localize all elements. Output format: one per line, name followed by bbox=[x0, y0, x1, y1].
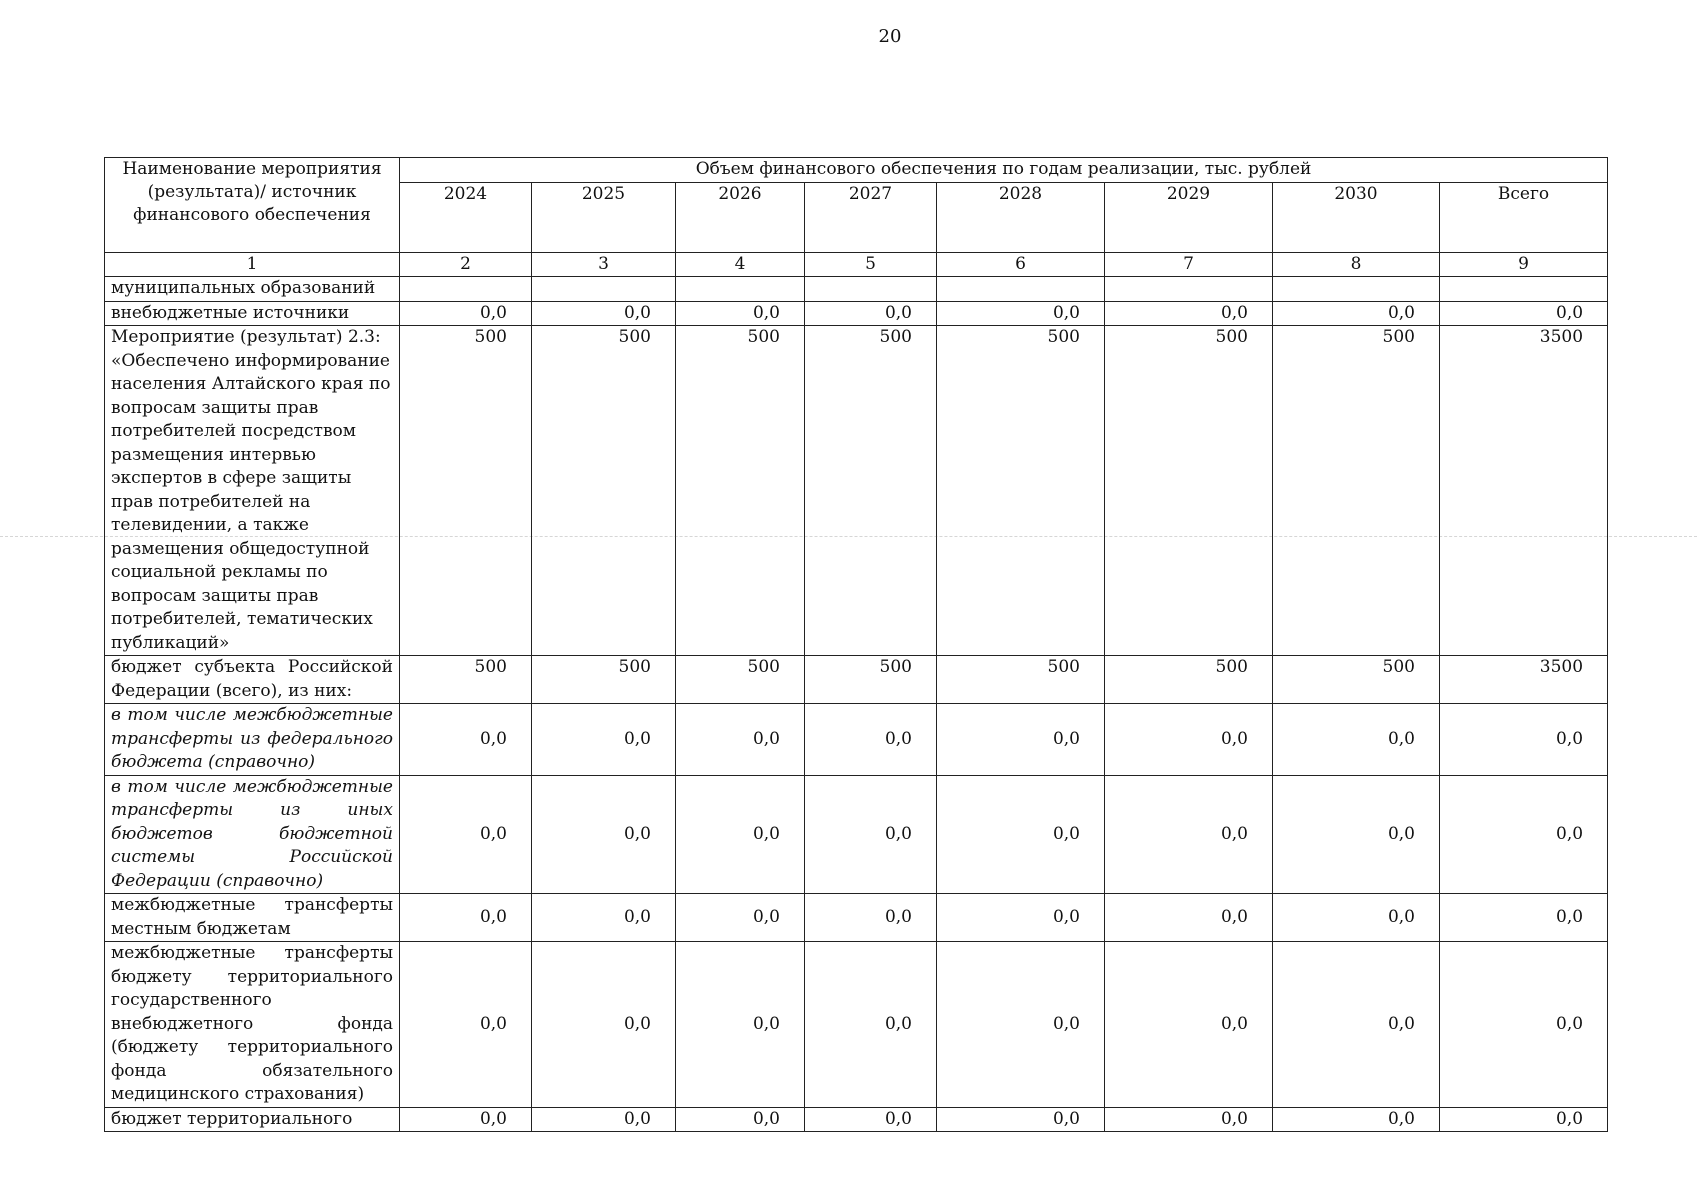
value-cell: 0,0 bbox=[805, 775, 937, 894]
value-cell: 0,0 bbox=[676, 704, 805, 776]
value-cell: 0,0 bbox=[400, 775, 532, 894]
value-cell: 0,0 bbox=[1273, 894, 1440, 942]
row-label bbox=[105, 775, 400, 894]
value-cell: 0,0 bbox=[937, 704, 1105, 776]
value-cell bbox=[937, 277, 1105, 302]
value-cell: 500 bbox=[400, 656, 532, 704]
value-cell: 0,0 bbox=[1273, 775, 1440, 894]
value-cell: 0,0 bbox=[1440, 301, 1608, 326]
value-cell: 0,0 bbox=[532, 942, 676, 1108]
row-label: бюджет территориального bbox=[105, 1107, 400, 1132]
column-number: 4 bbox=[676, 252, 805, 277]
value-cell: 500 bbox=[400, 326, 532, 656]
year-header: 2028 bbox=[937, 182, 1105, 252]
value-cell: 0,0 bbox=[805, 894, 937, 942]
value-cell: 0,0 bbox=[1440, 894, 1608, 942]
value-cell: 0,0 bbox=[1273, 942, 1440, 1108]
value-cell: 0,0 bbox=[937, 1107, 1105, 1132]
value-cell: 0,0 bbox=[532, 1107, 676, 1132]
table-row bbox=[105, 277, 1608, 302]
value-cell: 500 bbox=[676, 656, 805, 704]
value-cell: 0,0 bbox=[400, 894, 532, 942]
row-label: межбюджетные трансферты бюджету территориального государственного внебюджетного фонда (бюджету территориального фонда обязательного медицинского страхования) bbox=[105, 942, 400, 1108]
value-cell: 3500 bbox=[1440, 656, 1608, 704]
value-cell: 0,0 bbox=[937, 775, 1105, 894]
column-number: 3 bbox=[532, 252, 676, 277]
value-cell: 0,0 bbox=[805, 942, 937, 1108]
value-cell bbox=[1273, 277, 1440, 302]
value-cell bbox=[1105, 277, 1273, 302]
table-row bbox=[105, 942, 1608, 1108]
table-row bbox=[105, 656, 1608, 704]
year-header: 2027 bbox=[805, 182, 937, 252]
column-number: 6 bbox=[937, 252, 1105, 277]
row-label: Мероприятие (результат) 2.3: «Обеспечено информирование населения Алтайского края по вопросам защиты прав потребителей посредством размещения интервью экспертов в сфере защиты прав потребителей на телевидении, а также размещения общедоступной социальной рекламы по вопросам защиты прав потребителей, тематических публикаций» bbox=[105, 326, 400, 656]
value-cell: 0,0 bbox=[400, 301, 532, 326]
column-number: 5 bbox=[805, 252, 937, 277]
year-header: 2026 bbox=[676, 182, 805, 252]
value-cell: 0,0 bbox=[1105, 1107, 1273, 1132]
value-cell bbox=[532, 277, 676, 302]
value-cell: 0,0 bbox=[937, 942, 1105, 1108]
value-cell: 0,0 bbox=[676, 942, 805, 1108]
value-cell: 0,0 bbox=[532, 301, 676, 326]
value-cell: 500 bbox=[805, 326, 937, 656]
table-row bbox=[105, 775, 1608, 894]
value-cell: 500 bbox=[1105, 326, 1273, 656]
value-cell: 0,0 bbox=[1440, 1107, 1608, 1132]
column-number: 1 bbox=[105, 252, 400, 277]
value-cell: 3500 bbox=[1440, 326, 1608, 656]
value-cell: 500 bbox=[805, 656, 937, 704]
value-cell: 0,0 bbox=[1105, 775, 1273, 894]
value-cell: 500 bbox=[937, 656, 1105, 704]
value-cell: 500 bbox=[1273, 656, 1440, 704]
value-cell: 0,0 bbox=[1273, 301, 1440, 326]
value-cell: 0,0 bbox=[676, 301, 805, 326]
column-number: 2 bbox=[400, 252, 532, 277]
year-header: 2024 bbox=[400, 182, 532, 252]
value-cell: 0,0 bbox=[1440, 704, 1608, 776]
value-cell: 500 bbox=[937, 326, 1105, 656]
value-cell: 0,0 bbox=[400, 1107, 532, 1132]
value-cell: 0,0 bbox=[1105, 301, 1273, 326]
column-number: 8 bbox=[1273, 252, 1440, 277]
value-cell: 500 bbox=[676, 326, 805, 656]
table-row bbox=[105, 894, 1608, 942]
value-cell: 0,0 bbox=[1440, 942, 1608, 1108]
value-cell: 500 bbox=[1105, 656, 1273, 704]
column-number: 9 bbox=[1440, 252, 1608, 277]
value-cell: 0,0 bbox=[532, 775, 676, 894]
value-cell bbox=[1440, 277, 1608, 302]
value-cell: 0,0 bbox=[676, 775, 805, 894]
row-label-italic: в том числе межбюджетные трансферты из иных бюджетов бюджетной системы Российской Федерации (справочно) bbox=[111, 776, 393, 891]
year-header: 2029 bbox=[1105, 182, 1273, 252]
value-cell: 500 bbox=[532, 326, 676, 656]
value-cell: 0,0 bbox=[1105, 894, 1273, 942]
value-cell: 0,0 bbox=[400, 704, 532, 776]
table-row bbox=[105, 704, 1608, 776]
page-number: 20 bbox=[878, 26, 902, 47]
financing-table bbox=[104, 157, 1608, 1132]
value-cell: 0,0 bbox=[1273, 704, 1440, 776]
value-cell: 0,0 bbox=[532, 894, 676, 942]
name-column-header: Наименование мероприятия (результата)/ источник финансового обеспечения bbox=[105, 158, 400, 253]
value-cell: 0,0 bbox=[1440, 775, 1608, 894]
value-cell: 500 bbox=[1273, 326, 1440, 656]
value-cell bbox=[676, 277, 805, 302]
table-row bbox=[105, 1107, 1608, 1132]
table-row bbox=[105, 326, 1608, 656]
value-cell: 0,0 bbox=[805, 1107, 937, 1132]
row-label: внебюджетные источники bbox=[105, 301, 400, 326]
value-cell bbox=[400, 277, 532, 302]
value-cell: 0,0 bbox=[1105, 704, 1273, 776]
row-label-italic: в том числе межбюджетные трансферты из федерального бюджета (справочно) bbox=[111, 705, 393, 772]
value-cell bbox=[805, 277, 937, 302]
value-cell: 0,0 bbox=[400, 942, 532, 1108]
value-cell: 0,0 bbox=[937, 894, 1105, 942]
value-cell: 500 bbox=[532, 656, 676, 704]
row-label: межбюджетные трансферты местным бюджетам bbox=[105, 894, 400, 942]
value-cell: 0,0 bbox=[805, 301, 937, 326]
value-cell: 0,0 bbox=[676, 1107, 805, 1132]
row-label: муниципальных образований bbox=[105, 277, 400, 302]
row-label: бюджет субъекта Российской Федерации (всего), из них: bbox=[105, 656, 400, 704]
column-number-row bbox=[105, 252, 1608, 277]
value-cell: 0,0 bbox=[937, 301, 1105, 326]
value-cell: 0,0 bbox=[532, 704, 676, 776]
table-row bbox=[105, 301, 1608, 326]
value-cell: 0,0 bbox=[805, 704, 937, 776]
row-label bbox=[105, 704, 400, 776]
value-cell: 0,0 bbox=[1105, 942, 1273, 1108]
total-header: Всего bbox=[1440, 182, 1608, 252]
column-number: 7 bbox=[1105, 252, 1273, 277]
year-header: 2030 bbox=[1273, 182, 1440, 252]
value-cell: 0,0 bbox=[676, 894, 805, 942]
financing-volume-header: Объем финансового обеспечения по годам реализации, тыс. рублей bbox=[400, 158, 1608, 183]
year-header: 2025 bbox=[532, 182, 676, 252]
value-cell: 0,0 bbox=[1273, 1107, 1440, 1132]
